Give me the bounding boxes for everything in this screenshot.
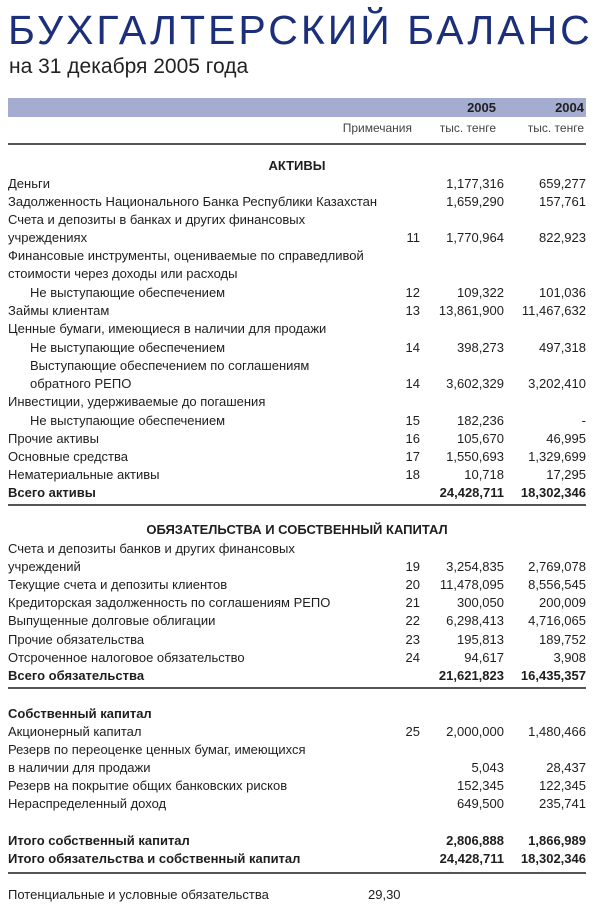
table-row: Займы клиентам 13 13,861,900 11,467,632	[8, 303, 586, 318]
table-row: Задолженность Национального Банка Республики Казахстан 1,659,290 157,761	[8, 194, 586, 209]
table-row: Текущие счета и депозиты клиентов 20 11,478,095 8,556,545	[8, 577, 586, 592]
table-row: Счета и депозиты банков и других финансовых	[8, 541, 295, 556]
table-row: обратного РЕПО 14 3,602,329 3,202,410	[30, 376, 586, 391]
column-year-2005: 2005	[467, 100, 496, 115]
liabilities-divider	[8, 687, 586, 689]
page-title: БУХГАЛТЕРСКИЙ БАЛАНС	[8, 7, 593, 53]
table-row: Акционерный капитал 25 2,000,000 1,480,466	[8, 724, 586, 739]
equity-heading: Собственный капитал	[8, 706, 152, 721]
total-liabilities-row: Всего обязательства 21,621,823 16,435,357	[8, 668, 586, 683]
total-assets-row: Всего активы 24,428,711 18,302,346	[8, 485, 586, 500]
table-row: Отсроченное налоговое обязательство 24 94,617 3,908	[8, 650, 586, 665]
table-row: Не выступающие обеспечением 14 398,273 497,318	[30, 340, 586, 355]
table-row: Ценные бумаги, имеющиеся в наличии для продажи	[8, 321, 327, 336]
column-year-2004: 2004	[555, 100, 584, 115]
table-row: Нематериальные активы 18 10,718 17,295	[8, 467, 586, 482]
table-row: стоимости через доходы или расходы	[8, 266, 238, 281]
table-row: Нераспределенный доход 649,500 235,741	[8, 796, 586, 811]
table-row: Кредиторская задолженность по соглашениям РЕПО 21 300,050 200,009	[8, 595, 586, 610]
table-row: в наличии для продажи 5,043 28,437	[8, 760, 586, 775]
table-row: Не выступающие обеспечением 15 182,236 -	[30, 413, 586, 428]
table-row: учреждений 19 3,254,835 2,769,078	[8, 559, 586, 574]
table-row: Резерв на покрытие общих банковских рисков 152,345 122,345	[8, 778, 586, 793]
table-row: Счета и депозиты в банках и других финансовых	[8, 212, 306, 227]
table-row: Выступающие обеспечением по соглашениям	[30, 358, 310, 373]
table-row: Прочие активы 16 105,670 46,995	[8, 431, 586, 446]
header-divider	[8, 143, 586, 145]
column-unit-2005: тыс. тенге	[439, 121, 496, 135]
section-heading-liabilities: ОБЯЗАТЕЛЬСТВА И СОБСТВЕННЫЙ КАПИТАЛ	[146, 522, 448, 537]
table-row: Инвестиции, удерживаемые до погашения	[8, 394, 266, 409]
totals-divider	[8, 872, 586, 874]
table-row: Резерв по переоценке ценных бумаг, имеющихся	[8, 742, 306, 757]
table-row: Выпущенные долговые облигации 22 6,298,413 4,716,065	[8, 613, 586, 628]
table-row: Прочие обязательства 23 195,813 189,752	[8, 632, 586, 647]
table-row: Деньги 1,177,316 659,277	[8, 176, 586, 191]
table-row: Основные средства 17 1,550,693 1,329,699	[8, 449, 586, 464]
page-subtitle: на 31 декабря 2005 года	[9, 55, 249, 78]
table-row: Не выступающие обеспечением 12 109,322 101,036	[30, 285, 586, 300]
column-notes-label: Примечания	[342, 121, 412, 135]
total-equity-row: Итого собственный капитал 2,806,888 1,866,989	[8, 833, 586, 848]
total-liabilities-equity-row: Итого обязательства и собственный капитал 24,428,711 18,302,346	[8, 851, 586, 866]
table-row: учреждениях 11 1,770,964 822,923	[8, 230, 586, 245]
table-row: Финансовые инструменты, оцениваемые по справедливой	[8, 248, 364, 263]
section-heading-assets: АКТИВЫ	[268, 158, 326, 173]
assets-divider	[8, 504, 586, 506]
contingent-liabilities-row: Потенциальные и условные обязательства 29,30	[8, 887, 401, 902]
column-unit-2004: тыс. тенге	[527, 121, 584, 135]
